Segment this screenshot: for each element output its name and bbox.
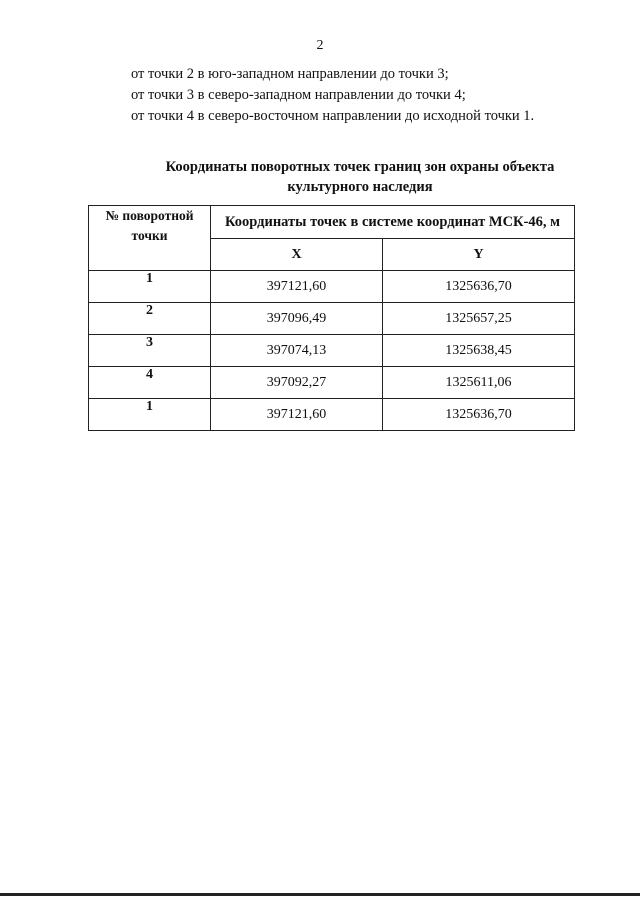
table-row (89, 303, 575, 335)
scan-edge-line (0, 893, 640, 896)
table-title (100, 157, 620, 197)
x-cell: 397121,60 (211, 271, 383, 303)
x-cell: 397092,27 (211, 367, 383, 399)
y-cell: 1325638,45 (383, 335, 575, 367)
y-cell: 1325657,25 (383, 303, 575, 335)
page-number: 2 (316, 38, 324, 53)
route-line: от точки 3 в северо-западном направлении до точки 4; (131, 87, 466, 103)
header-y: Y (383, 239, 575, 271)
y-cell: 1325636,70 (383, 399, 575, 431)
route-line: от точки 2 в юго-западном направлении до точки 3; (131, 66, 449, 82)
route-line: от точки 4 в северо-восточном направлении до исходной точки 1. (131, 108, 535, 124)
x-cell: 397074,13 (211, 335, 383, 367)
table-title-line-2: культурного наследия (287, 179, 433, 195)
x-cell: 397096,49 (211, 303, 383, 335)
point-number-cell: 3 (89, 335, 211, 367)
table-row (89, 367, 575, 399)
table-title-line-1: Координаты поворотных точек границ зон охраны объекта (165, 159, 555, 175)
header-x: X (211, 239, 383, 271)
x-cell: 397121,60 (211, 399, 383, 431)
y-cell: 1325611,06 (383, 367, 575, 399)
point-number-cell: 1 (89, 271, 211, 303)
point-number-cell: 2 (89, 303, 211, 335)
table-row (89, 335, 575, 367)
header-point-number: № поворотной точки (89, 206, 211, 271)
point-number-cell: 4 (89, 367, 211, 399)
header-coordinates: Координаты точек в системе координат МСК-46, м (211, 206, 575, 239)
coordinates-table (88, 205, 575, 431)
point-number-cell: 1 (89, 399, 211, 431)
route-description-list (131, 64, 534, 127)
table-row (89, 399, 575, 431)
table-row (89, 271, 575, 303)
y-cell: 1325636,70 (383, 271, 575, 303)
